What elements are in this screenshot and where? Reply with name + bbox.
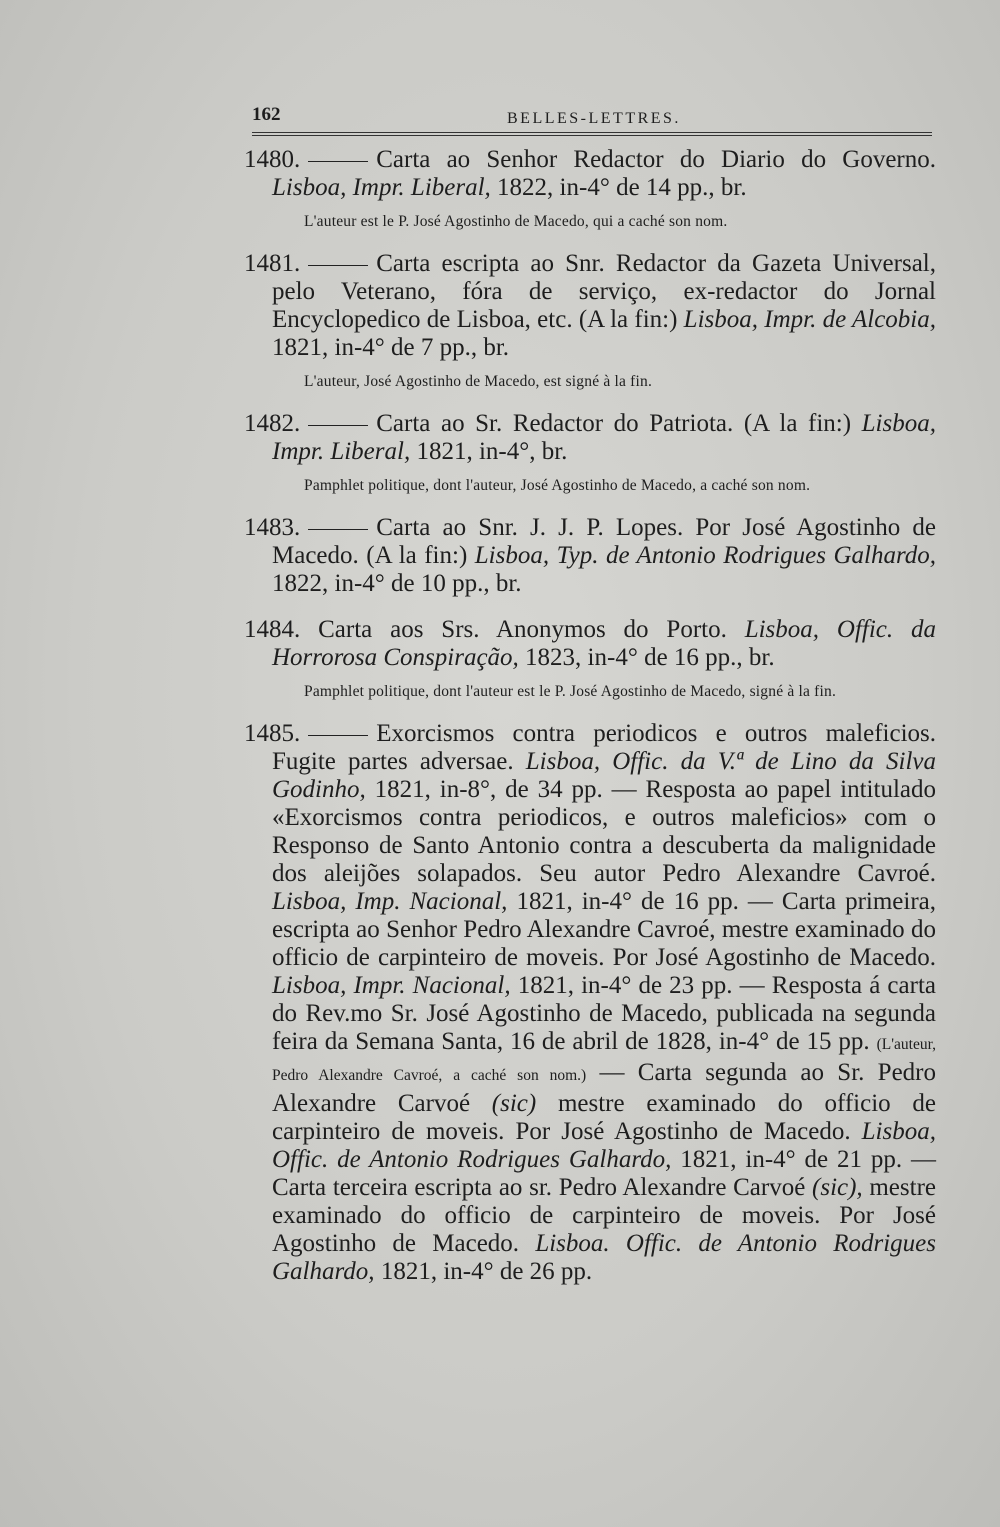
italic-segment: Lisboa, Offic. da Horrorosa Conspiração, [272, 616, 936, 671]
entry-1484 [244, 616, 936, 702]
text-segment: 1821, in-4° de 21 pp. — Carta terceira escripta ao sr. Pedro Alexandre Carvoé [272, 1146, 936, 1201]
italic-segment: Lisboa, Impr. Liberal, [272, 174, 491, 201]
text-segment: Carta escripta ao Snr. Redactor da Gazeta Universal, pelo Veterano, fóra de serviço, ex-redactor do Jornal Encyclopedico de Lisboa, etc. (A la fin:) [272, 250, 936, 333]
text-segment: 1822, in-4° de 14 pp., br. [490, 174, 747, 201]
text-segment: 1823, in-4° de 16 pp., br. [518, 644, 775, 671]
text-segment: 1821, in-4° de 23 pp. — Resposta á carta do Rev.mo Sr. José Agostinho de Macedo, publicada na segunda feira da Semana Santa, 16 de abril de 1828, in-4° de 15 pp. [272, 972, 936, 1055]
repeat-author-dash [308, 529, 368, 530]
repeat-author-dash [308, 265, 368, 266]
entry-number: 1481. [244, 250, 301, 277]
italic-segment: Lisboa, Offic. da V.ª de Lino da Silva Godinho, [272, 748, 936, 803]
italic-segment: Lisboa, Imp. Nacional, [272, 888, 508, 915]
text-segment: Exorcismos contra periodicos e outros maleficios. Fugite partes adversae. [272, 720, 936, 775]
entry-number: 1484. [244, 616, 301, 643]
entry-number: 1482. [244, 410, 301, 437]
italic-segment: Lisboa. Offic. de Antonio Rodrigues Galhardo, [272, 1230, 936, 1285]
text-segment: 1821, in-4° de 26 pp. [374, 1258, 593, 1285]
italic-segment: Lisboa, Typ. de Antonio Rodrigues Galhardo, [474, 542, 936, 569]
repeat-author-dash [308, 425, 368, 426]
header-rule [252, 132, 932, 136]
text-segment: Carta ao Sr. Redactor do Patriota. (A la fin:) [376, 410, 862, 437]
italic-segment: Lisboa, Impr. Nacional, [272, 972, 511, 999]
text-segment: — Carta segunda ao Sr. Pedro Alexandre Carvoé [272, 1059, 936, 1117]
entry-note: Pamphlet politique, dont l'auteur, José Agostinho de Macedo, a caché son nom. [304, 477, 811, 494]
entry-note: Pamphlet politique, dont l'auteur est le P. José Agostinho de Macedo, signé à la fin. [304, 683, 837, 700]
text-segment: mestre examinado do officio de carpinteiro de moveis. Por José Agostinho de Macedo. [272, 1090, 936, 1145]
entry-1481 [244, 250, 936, 392]
entry-text [244, 514, 936, 598]
entry-number: 1485. [244, 720, 301, 747]
repeat-author-dash [308, 161, 368, 162]
italic-segment: Lisboa, Impr. Liberal, [272, 410, 936, 465]
text-segment: mestre examinado do officio de carpinteiro de moveis. Por José Agostinho de Macedo. [272, 1174, 937, 1257]
italic-segment: (sic), [812, 1174, 863, 1201]
text-segment: 1821, in-4° de 16 pp. — Carta primeira, escripta ao Senhor Pedro Alexandre Cavroé, mestre examinado do officio de carpinteiro de moveis. Por José Agostinho de Macedo. [272, 888, 937, 971]
italic-segment: Lisboa, Offic. de Antonio Rodrigues Galhardo, [272, 1118, 936, 1173]
entry-text [244, 146, 936, 202]
bibliography-entries [244, 146, 936, 1304]
entry-note: L'auteur est le P. José Agostinho de Macedo, qui a caché son nom. [304, 213, 728, 230]
page-number: 162 [252, 104, 281, 125]
entry-1480 [244, 146, 936, 232]
text-segment: 1822, in-4° de 10 pp., br. [272, 570, 522, 597]
text-segment: Carta aos Srs. Anonymos do Porto. [318, 616, 745, 643]
text-segment: 1821, in-4° de 7 pp., br. [272, 334, 510, 361]
entry-1482 [244, 410, 936, 496]
entry-text [244, 250, 936, 362]
entry-number: 1480. [244, 146, 301, 173]
page-header [252, 100, 932, 134]
text-segment: 1821, in-4°, br. [410, 438, 568, 465]
entry-1485 [244, 720, 936, 1286]
entry-text [244, 410, 936, 466]
entry-number: 1483. [244, 514, 301, 541]
entry-note: L'auteur, José Agostinho de Macedo, est signé à la fin. [304, 373, 653, 390]
entry-text [244, 616, 936, 672]
entry-text [244, 720, 936, 1286]
text-segment: Carta ao Senhor Redactor do Diario do Governo. [376, 146, 936, 173]
text-segment: Carta ao Snr. J. J. P. Lopes. Por José Agostinho de Macedo. (A la fin:) [272, 514, 936, 569]
repeat-author-dash [308, 735, 368, 736]
running-title: BELLES-LETTRES. [507, 110, 681, 127]
text-segment: (L'auteur, Pedro Alexandre Cavroé, a caché son nom.) [272, 1036, 936, 1084]
italic-segment: (sic) [491, 1090, 537, 1117]
entry-1483 [244, 514, 936, 598]
text-segment: 1821, in-8°, de 34 pp. — Resposta ao papel intitulado «Exorcismos contra periodicos, e outros maleficios» com o Responso de Santo Antonio contra a descuberta da malignidade dos aleijões solapados. Seu autor Pedro Alexandre Cavroé. [272, 776, 936, 887]
italic-segment: Lisboa, Impr. de Alcobia, [683, 306, 936, 333]
